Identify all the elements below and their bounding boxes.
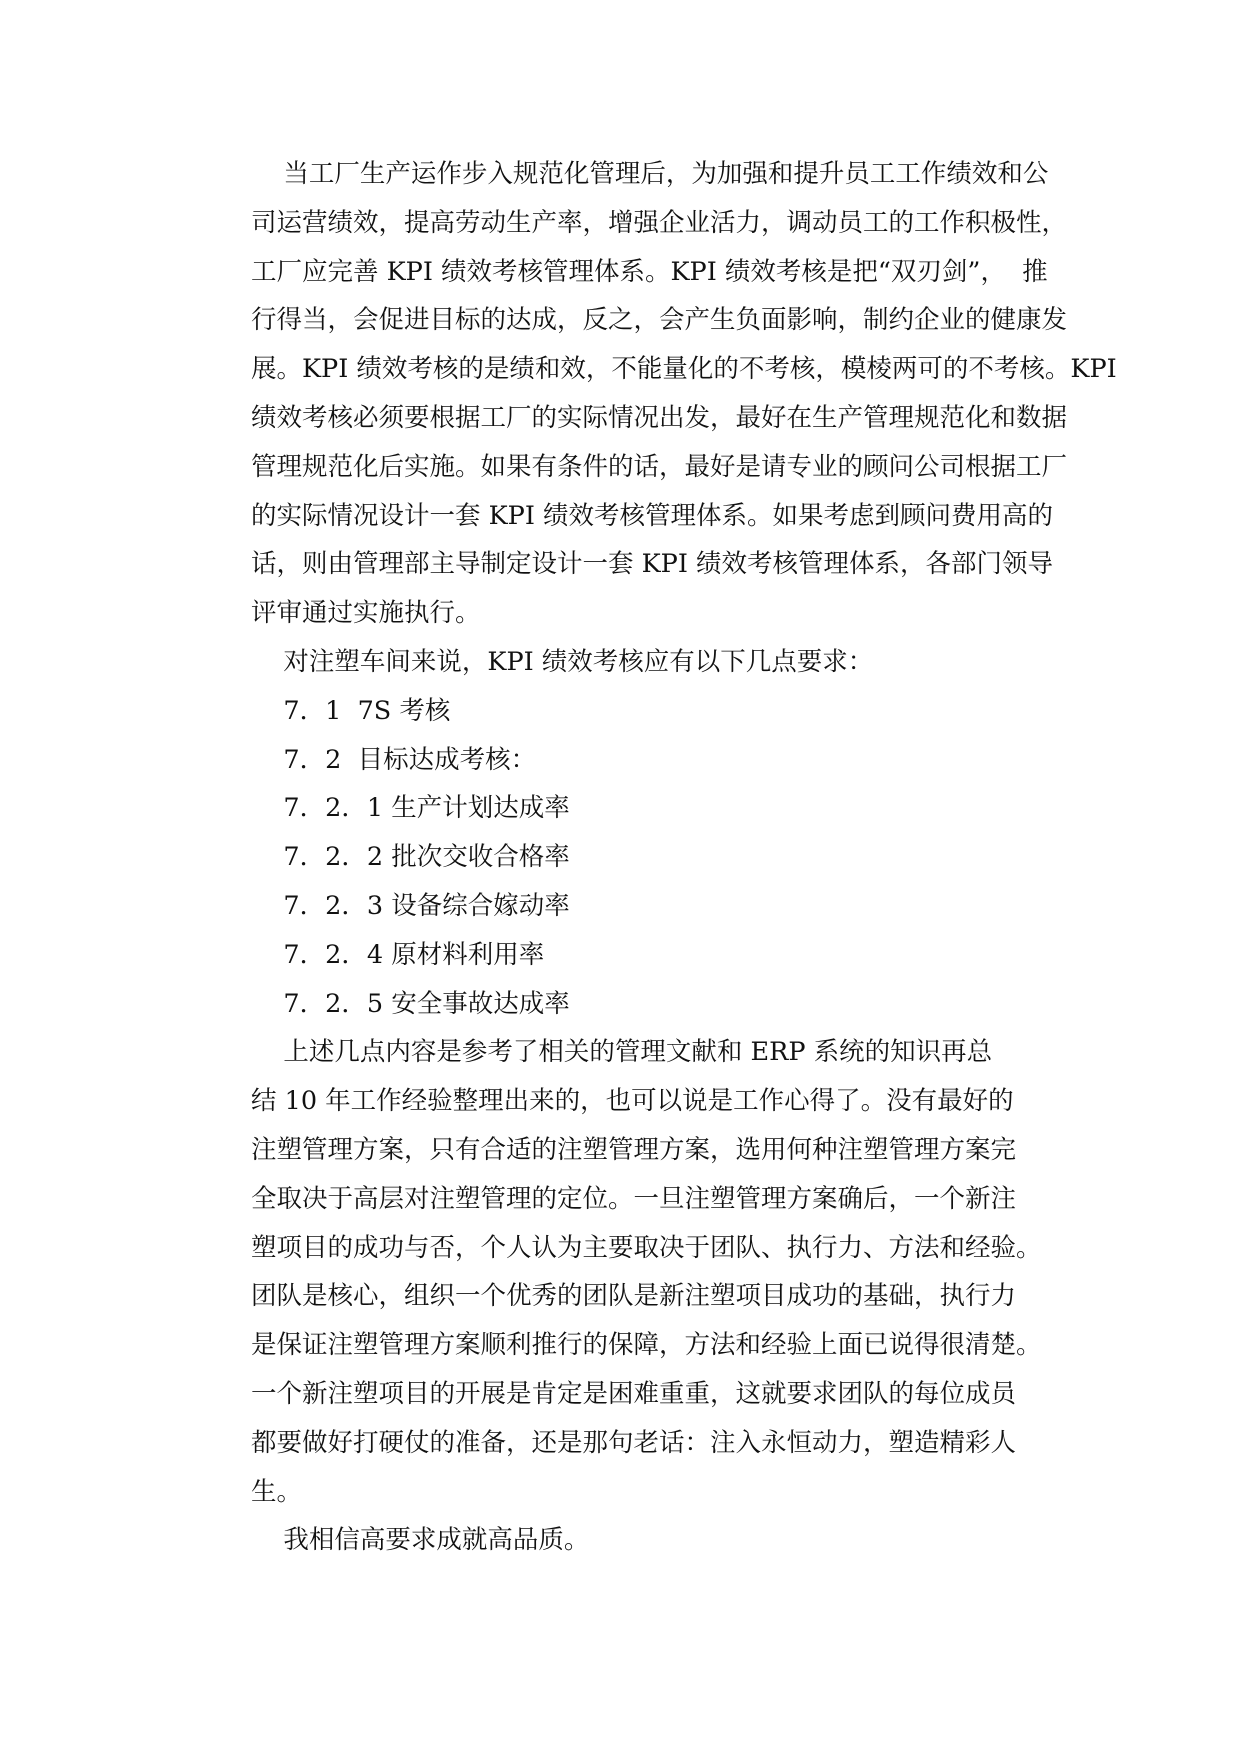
paragraph [251, 1516, 1051, 1565]
text-line: 工厂应完善 KPI 绩效考核管理体系。KPI 绩效考核是把“双刃剑”， 推 [251, 256, 1048, 287]
paragraph [251, 638, 1051, 687]
text-line: 塑项目的成功与否，个人认为主要取决于团队、执行力、方法和经验。 [251, 1232, 1042, 1263]
text-line: 结 10 年工作经验整理出来的，也可以说是工作心得了。没有最好的 [251, 1086, 1014, 1117]
text-line: 评审通过实施执行。 [251, 598, 481, 629]
text-line: 注塑管理方案，只有合适的注塑管理方案，选用何种注塑管理方案完 [251, 1134, 1017, 1165]
paragraph [251, 150, 1117, 638]
text-line: 7．2．4 原材料利用率 [251, 939, 545, 970]
paragraph [251, 980, 1051, 1029]
text-line: 我相信高要求成就高品质。 [251, 1525, 590, 1556]
paragraph [251, 882, 1051, 931]
text-line: 司运营绩效，提高劳动生产率，增强企业活力，调动员工的工作积极性， [251, 207, 1068, 238]
text-line: 团队是核心，组织一个优秀的团队是新注塑项目成功的基础，执行力 [251, 1281, 1017, 1312]
text-line: 对注塑车间来说，KPI 绩效考核应有以下几点要求： [251, 646, 874, 677]
text-line: 是保证注塑管理方案顺利推行的保障，方法和经验上面已说得很清楚。 [251, 1330, 1042, 1361]
text-line: 当工厂生产运作步入规范化管理后，为加强和提升员工工作绩效和公 [251, 159, 1049, 189]
text-line: 一个新注塑项目的开展是肯定是困难重重，这就要求团队的每位成员 [251, 1378, 1017, 1409]
paragraph [251, 736, 1051, 785]
paragraph [251, 784, 1051, 833]
text-line: 7．1 7S 考核 [251, 695, 451, 726]
text-line: 7．2．1 生产计划达成率 [251, 793, 570, 824]
text-line: 7．2 目标达成考核： [251, 744, 537, 775]
text-line: 生。 [251, 1476, 303, 1507]
text-line: 7．2．3 设备综合嫁动率 [251, 890, 570, 921]
text-line: 7．2．5 安全事故达成率 [251, 988, 570, 1019]
text-line: 的实际情况设计一套 KPI 绩效考核管理体系。如果考虑到顾问费用高的 [251, 500, 1053, 531]
text-line: 7．2．2 批次交收合格率 [251, 842, 570, 873]
text-line: 全取决于高层对注塑管理的定位。一旦注塑管理方案确后，一个新注 [251, 1183, 1017, 1214]
paragraph [251, 931, 1051, 980]
text-line: 展。KPI 绩效考核的是绩和效，不能量化的不考核，模棱两可的不考核。KPI [251, 354, 1117, 385]
paragraph [251, 833, 1051, 882]
text-line: 绩效考核必须要根据工厂的实际情况出发，最好在生产管理规范化和数据 [251, 402, 1068, 433]
text-line: 行得当，会促进目标的达成，反之，会产生负面影响，制约企业的健康发 [251, 305, 1068, 336]
text-line: 管理规范化后实施。如果有条件的话，最好是请专业的顾问公司根据工厂 [251, 451, 1068, 482]
paragraph [251, 687, 1051, 736]
paragraph [251, 1028, 1051, 1516]
text-line: 话，则由管理部主导制定设计一套 KPI 绩效考核管理体系，各部门领导 [251, 549, 1053, 580]
text-line: 都要做好打硬仗的准备，还是那句老话：注入永恒动力，塑造精彩人 [251, 1427, 1017, 1458]
text-line: 上述几点内容是参考了相关的管理文献和 ERP 系统的知识再总 [251, 1037, 993, 1068]
document-body [251, 150, 1117, 1565]
